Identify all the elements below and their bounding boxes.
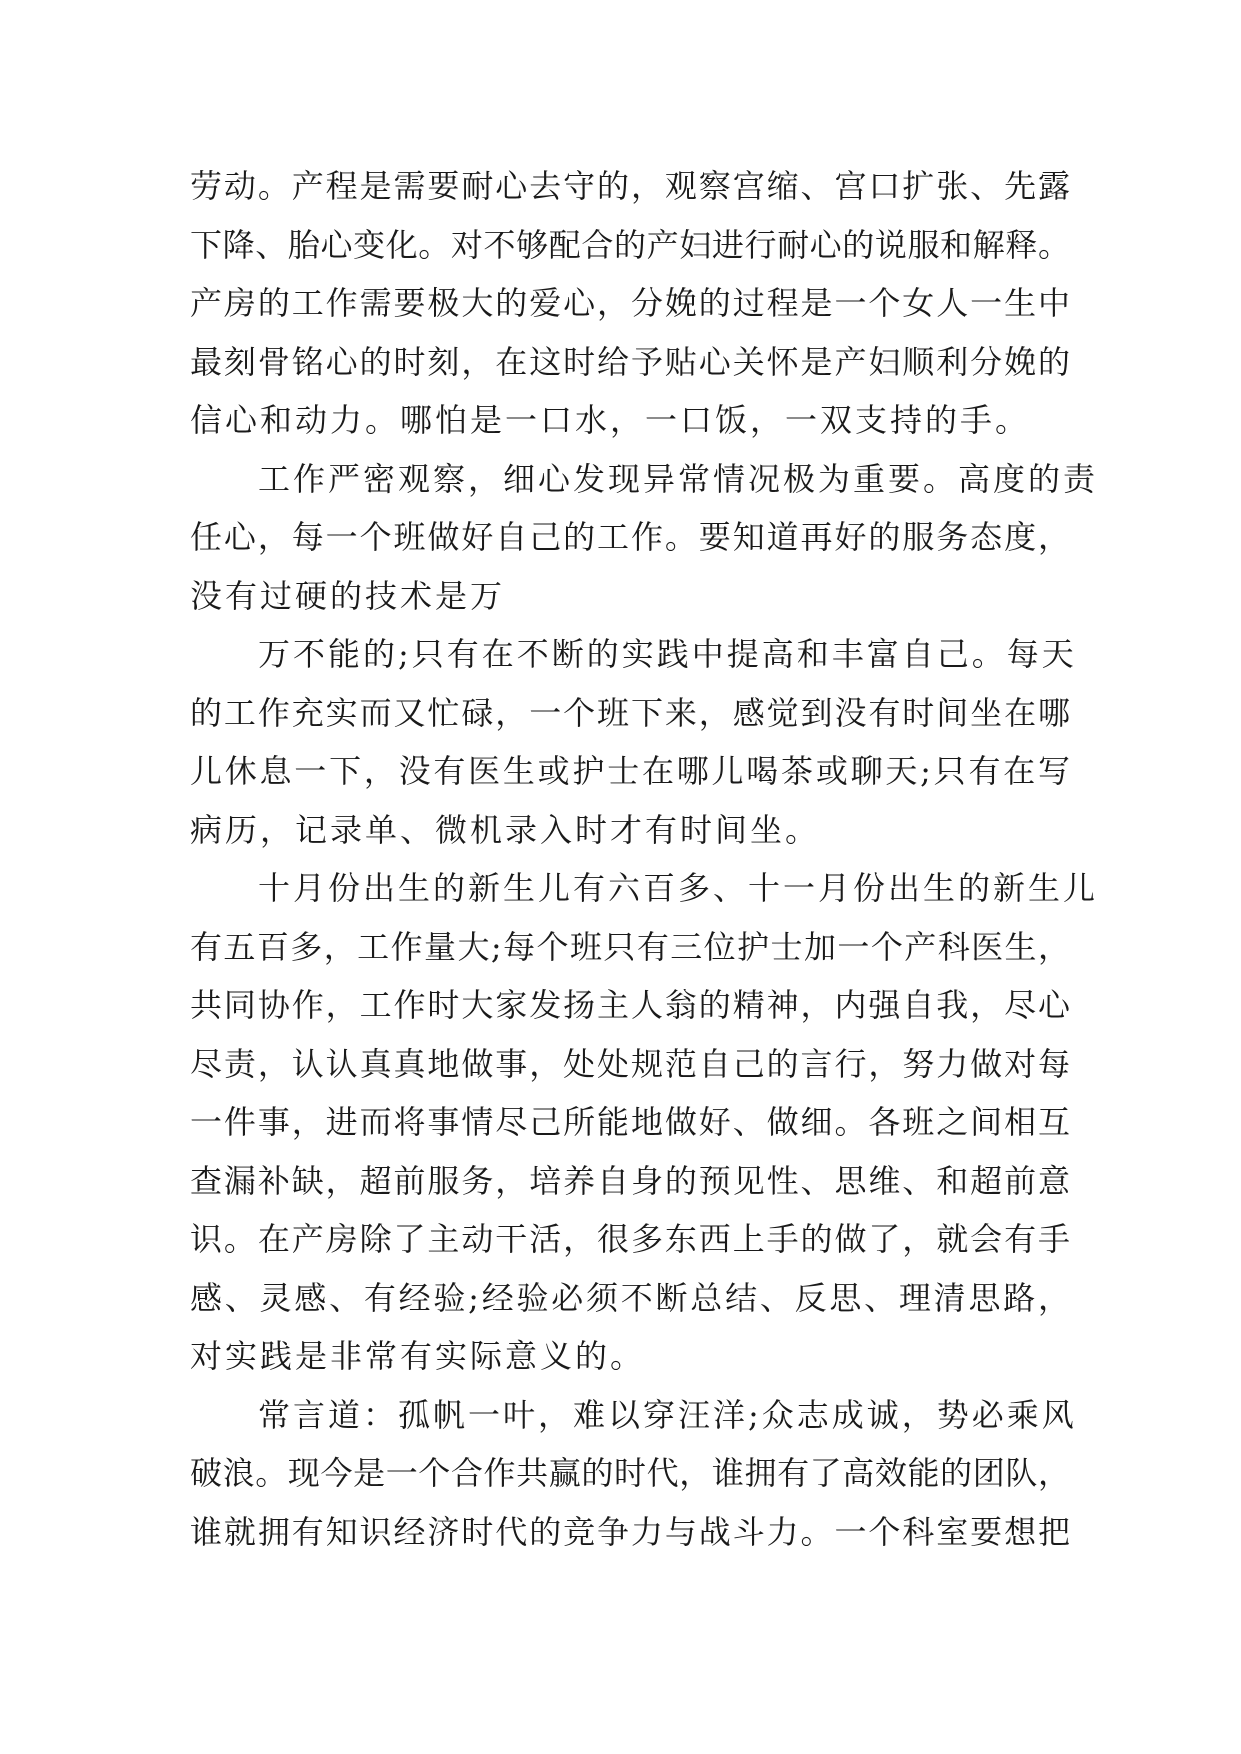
paragraph-4-line-4: 尽责，认认真真地做事，处处规范自己的言行，努力做对每 [190,1044,1070,1083]
paragraph-3-line-4: 病历，记录单、微机录入时才有时间坐。 [190,810,821,849]
paragraph-1-line-4: 最刻骨铭心的时刻，在这时给予贴心关怀是产妇顺利分娩的 [190,342,1070,381]
paragraph-3-line-2: 的工作充实而又忙碌，一个班下来，感觉到没有时间坐在哪 [190,693,1070,732]
paragraph-4-line-8: 感、灵感、有经验;经验必须不断总结、反思、理清思路， [190,1278,1070,1317]
document-body [190,157,1099,1561]
paragraph-5-line-3: 谁就拥有知识经济时代的竞争力与战斗力。一个科室要想把 [190,1512,1070,1551]
paragraph-4-line-5: 一件事，进而将事情尽己所能地做好、做细。各班之间相互 [190,1103,1070,1141]
paragraph-2-line-3: 没有过硬的技术是万 [190,576,506,615]
paragraph-4-line-1: 十月份出生的新生儿有六百多、十一月份出生的新生儿 [258,869,1099,907]
paragraph-4-line-6: 查漏补缺，超前服务，培养自身的预见性、思维、和超前意 [190,1161,1070,1200]
paragraph-1-line-3: 产房的工作需要极大的爱心，分娩的过程是一个女人一生中 [190,284,1070,322]
paragraph-1-line-2: 下降、胎心变化。对不够配合的产妇进行耐心的说服和解释。 [190,225,1070,264]
paragraph-4-line-7: 识。在产房除了主动干活，很多东西上手的做了，就会有手 [190,1220,1070,1258]
paragraph-4-line-2: 有五百多，工作量大;每个班只有三位护士加一个产科医生， [190,927,1070,966]
paragraph-5-line-1: 常言道：孤帆一叶，难以穿汪洋;众志成诚，势必乘风 [258,1395,1077,1434]
paragraph-3-line-3: 儿休息一下，没有医生或护士在哪儿喝茶或聊天;只有在写 [190,752,1070,790]
paragraph-4-line-3: 共同协作，工作时大家发扬主人翁的精神，内强自我，尽心 [190,986,1070,1024]
paragraph-1-line-5: 信心和动力。哪怕是一口水，一口饭，一双支持的手。 [190,401,1031,439]
paragraph-4-line-9: 对实践是非常有实际意义的。 [190,1337,646,1375]
paragraph-3-line-1: 万不能的;只有在不断的实践中提高和丰富自己。每天 [258,635,1077,673]
paragraph-2-line-2: 任心，每一个班做好自己的工作。要知道再好的服务态度， [190,518,1070,556]
paragraph-5-line-2: 破浪。现今是一个合作共赢的时代，谁拥有了高效能的团队， [190,1454,1070,1492]
paragraph-2-line-1: 工作严密观察，细心发现异常情况极为重要。高度的责 [258,459,1099,498]
paragraph-1-line-1: 劳动。产程是需要耐心去守的，观察宫缩、宫口扩张、先露 [190,167,1070,205]
